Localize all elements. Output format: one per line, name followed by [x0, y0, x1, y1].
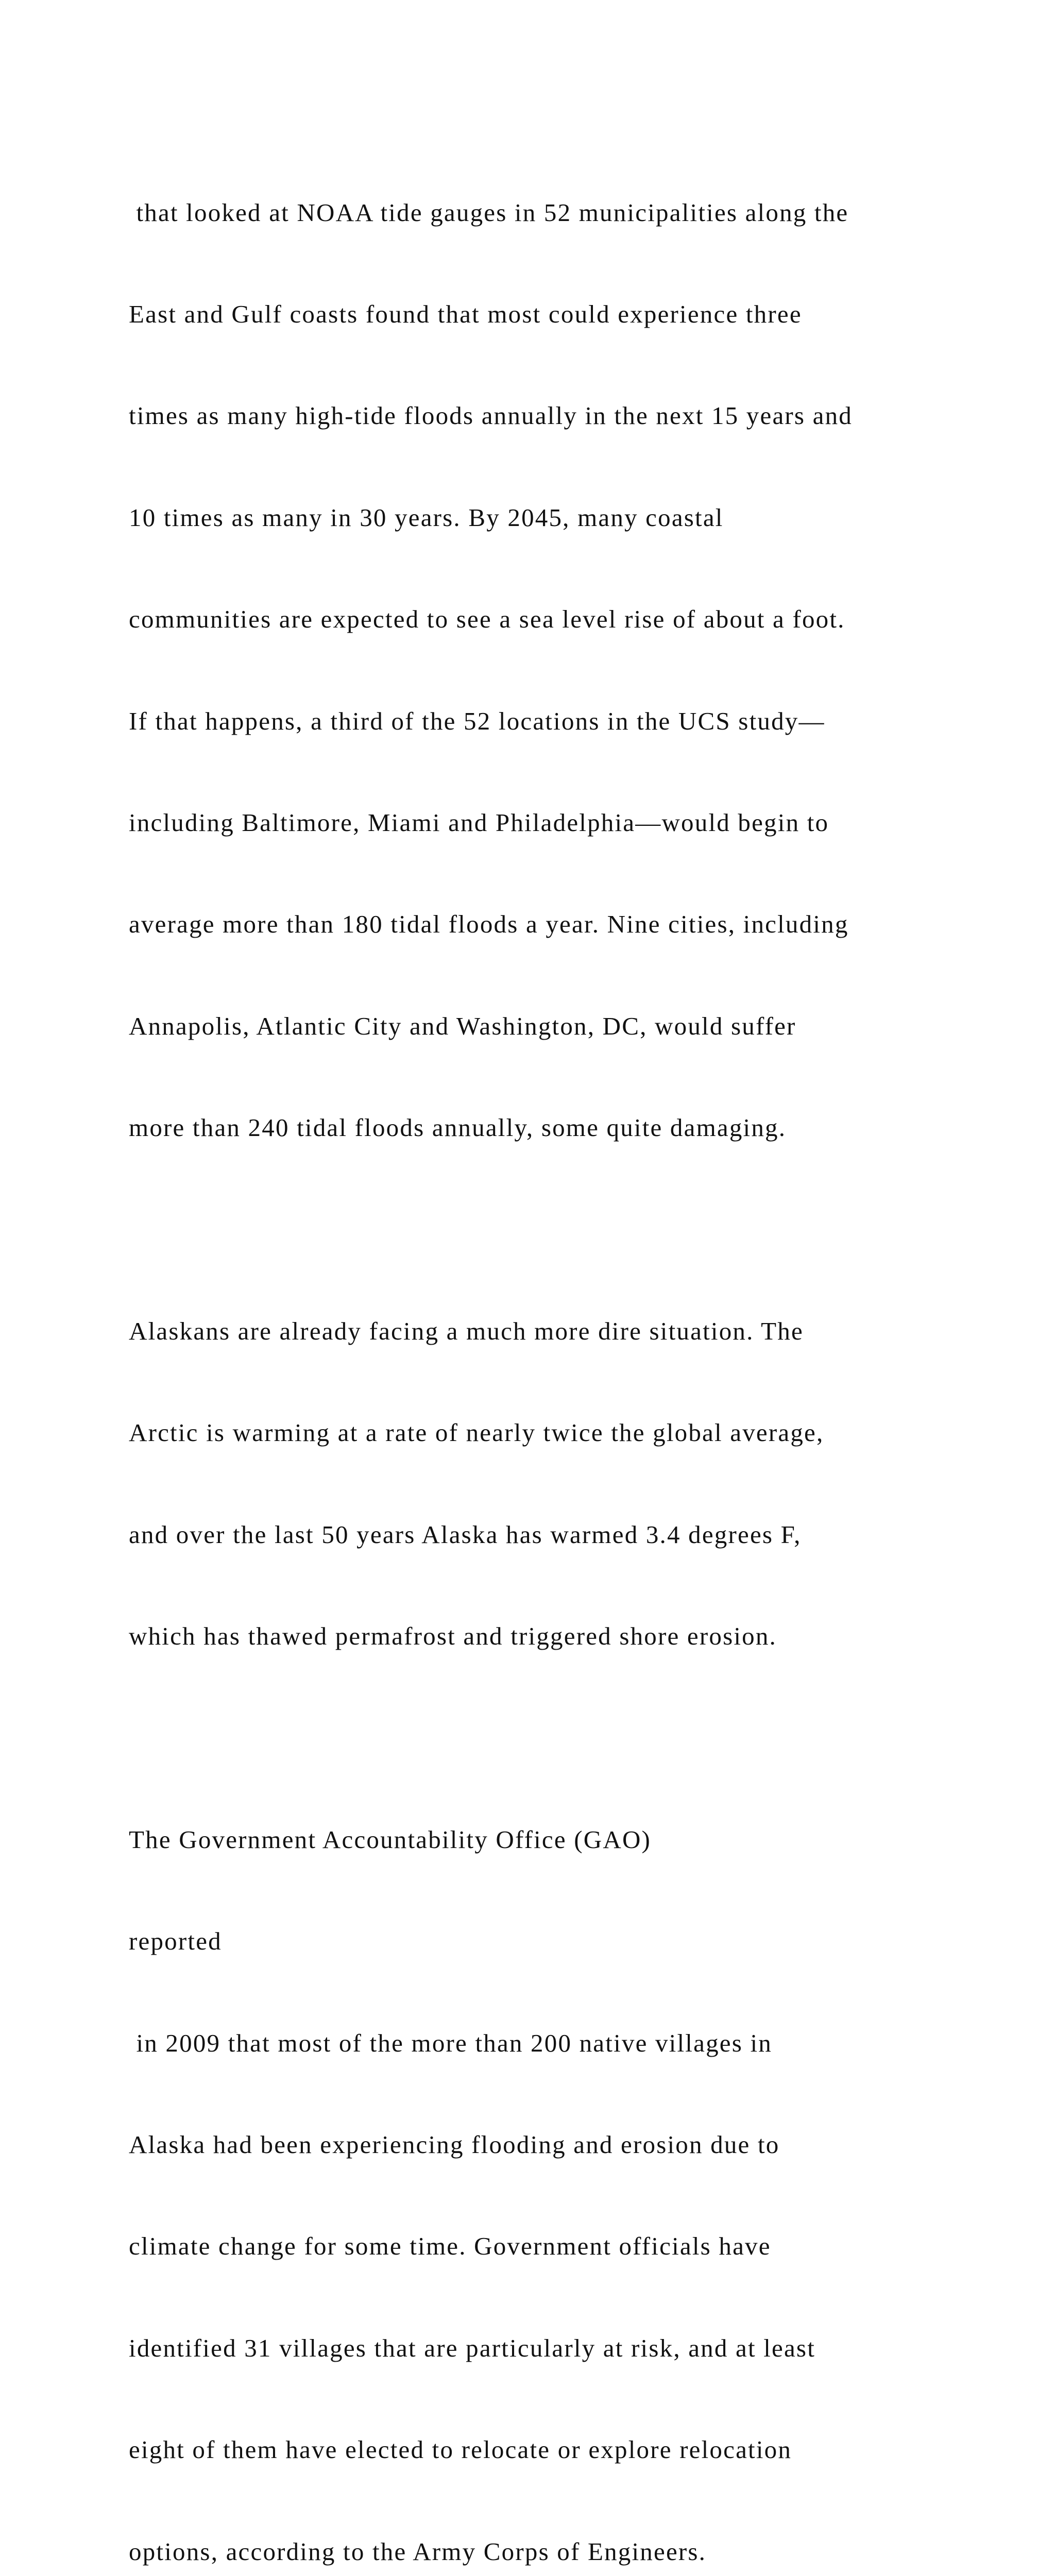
text-line: communities are expected to see a sea level rise of about a foot.: [129, 605, 845, 634]
text-line: average more than 180 tidal floods a year. Nine cities, including: [129, 910, 849, 939]
text-line: and over the last 50 years Alaska has warmed 3.4 degrees F,: [129, 1520, 802, 1549]
text-line: in 2009 that most of the more than 200 native villages in: [129, 2028, 772, 2057]
text-line: times as many high-tide floods annually in the next 15 years and: [129, 401, 853, 430]
blank-line: [129, 1213, 1005, 1247]
text-line: 10 times as many in 30 years. By 2045, many coastal: [129, 503, 724, 532]
text-line: East and Gulf coasts found that most could experience three: [129, 299, 802, 328]
document-body: [129, 128, 1005, 2576]
text-line: options, according to the Army Corps of Engineers.: [129, 2537, 707, 2566]
text-line: eight of them have elected to relocate or explore relocation: [129, 2435, 792, 2464]
text-line: If that happens, a third of the 52 locations in the UCS study—: [129, 706, 825, 735]
text-line: The Government Accountability Office (GAO): [129, 1825, 652, 1854]
text-line: Arctic is warming at a rate of nearly twice the global average,: [129, 1418, 824, 1447]
text-line: Alaska had been experiencing flooding and erosion due to: [129, 2130, 780, 2159]
text-line: Alaskans are already facing a much more dire situation. The: [129, 1316, 804, 1345]
text-line: reported: [129, 1927, 222, 1956]
text-line: including Baltimore, Miami and Philadelphia—would begin to: [129, 808, 829, 837]
text-line: that looked at NOAA tide gauges in 52 municipalities along the: [129, 198, 849, 227]
text-line: which has thawed permafrost and triggered shore erosion.: [129, 1622, 777, 1651]
text-line: more than 240 tidal floods annually, some quite damaging.: [129, 1113, 787, 1142]
text-line: Annapolis, Atlantic City and Washington, DC, would suffer: [129, 1011, 796, 1040]
text-line: climate change for some time. Government officials have: [129, 2232, 771, 2261]
text-line: identified 31 villages that are particularly at risk, and at least: [129, 2333, 816, 2362]
blank-line: [129, 1721, 1005, 1755]
